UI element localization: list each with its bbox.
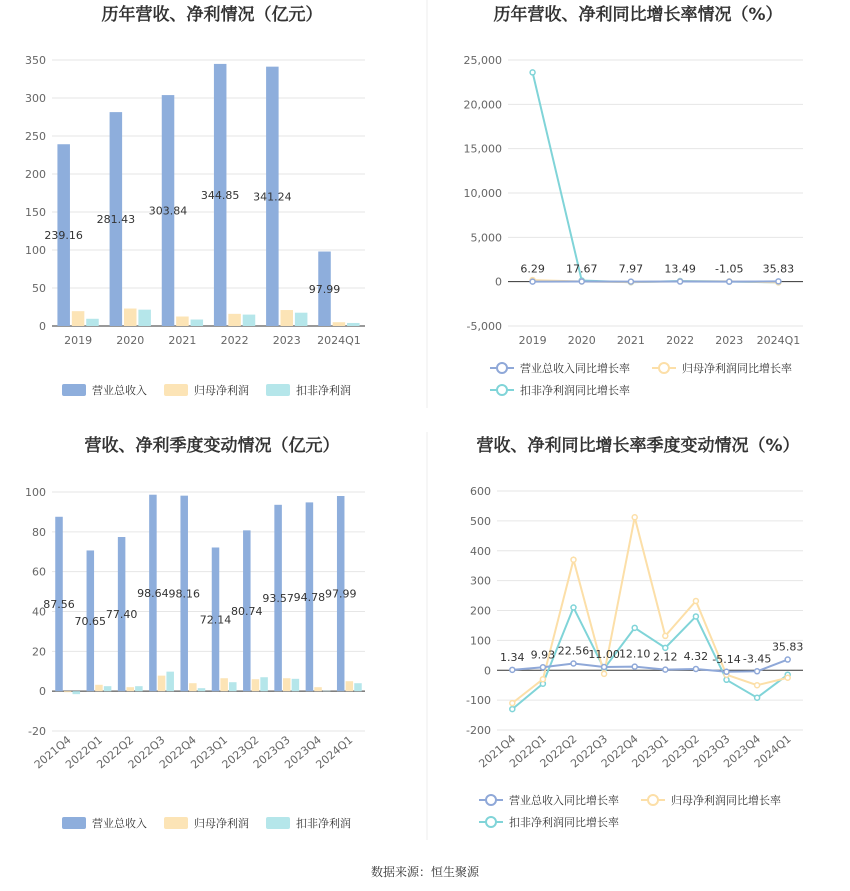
bar-deducted-profit	[191, 320, 204, 326]
y-tick-label: 200	[470, 604, 491, 618]
series-point	[727, 279, 732, 284]
series-point	[785, 657, 790, 662]
bar-parent-profit	[283, 678, 291, 691]
x-tick-label: 2023	[715, 334, 744, 347]
bar-data-label: 70.65	[74, 614, 107, 628]
bar-data-label: 98.64	[137, 586, 169, 600]
x-tick-label: 2021	[616, 334, 645, 347]
line-data-label: 9.93	[530, 648, 556, 662]
legend-label: 归母净利润同比增长率	[682, 362, 792, 375]
bar-data-label: 72.14	[199, 613, 232, 627]
line-data-label: 6.29	[520, 262, 545, 276]
bar-data-label: 341.24	[253, 190, 292, 204]
series-point	[693, 614, 698, 619]
legend-swatch	[266, 817, 290, 829]
legend-swatch	[164, 384, 188, 396]
series-point	[632, 664, 637, 669]
line-data-label: -3.45	[742, 652, 772, 666]
bar-deducted-profit	[229, 682, 237, 691]
line-data-label: 7.97	[618, 262, 644, 276]
x-tick-label: 2023Q3	[690, 732, 733, 771]
legend-label: 扣非净利润	[296, 384, 351, 397]
x-tick-label: 2024Q1	[751, 732, 794, 771]
x-tick-label: 2023Q2	[660, 732, 702, 771]
bar-parent-profit	[124, 309, 137, 326]
bar-data-label: 93.57	[262, 591, 294, 605]
annual-growth-rate-panel	[464, 4, 804, 397]
bar-deducted-profit	[73, 691, 81, 694]
series-point	[632, 625, 637, 630]
legend-label: 扣非净利润同比增长率	[520, 384, 630, 397]
x-tick-label: 2023Q3	[250, 733, 293, 772]
series-point	[510, 707, 515, 712]
series-point	[510, 701, 515, 706]
legend-label: 营业总收入同比增长率	[509, 794, 619, 807]
legend-label: 营业总收入	[92, 384, 147, 397]
y-tick-label: 5,000	[470, 231, 502, 245]
series-point	[755, 695, 760, 700]
y-tick-label: 50	[32, 282, 46, 295]
y-tick-label: 150	[25, 206, 46, 219]
y-tick-label: 0	[39, 685, 46, 699]
y-tick-label: -100	[466, 694, 491, 708]
bar-parent-profit	[189, 683, 197, 691]
annual-revenue-profit-panel	[25, 4, 365, 397]
series-point	[724, 669, 729, 674]
legend-label: 归母净利润	[194, 384, 249, 397]
x-tick-label: 2022Q3	[125, 733, 168, 772]
y-tick-label: 200	[25, 168, 46, 181]
chart-title: 历年营收、净利情况（亿元）	[101, 5, 323, 25]
series-point	[693, 598, 698, 603]
line-data-label: -5.14	[712, 652, 741, 666]
y-tick-label: -200	[466, 724, 491, 737]
series-point	[571, 605, 576, 610]
bar-data-label: 98.16	[168, 587, 200, 601]
series-point	[724, 677, 729, 682]
bar-deducted-profit	[295, 313, 308, 326]
legend-swatch-marker	[486, 795, 496, 805]
x-tick-label: 2022Q1	[507, 732, 549, 771]
y-tick-label: 0	[495, 275, 502, 289]
line-data-label: 12.10	[618, 647, 651, 661]
bar-data-label: 239.16	[44, 229, 83, 243]
bar-parent-profit	[64, 691, 72, 692]
legend-label: 营业总收入	[92, 817, 147, 830]
series-point	[678, 279, 683, 284]
series-point	[530, 279, 535, 284]
bar-data-label: 97.99	[324, 587, 357, 601]
bar-parent-profit	[314, 687, 322, 691]
bar-parent-profit	[346, 681, 354, 691]
series-point	[579, 279, 584, 284]
x-tick-label: 2022Q1	[63, 733, 105, 772]
y-tick-label: 40	[32, 605, 46, 619]
x-tick-label: 2020	[116, 334, 145, 347]
series-point	[602, 664, 607, 669]
y-tick-label: 100	[25, 486, 46, 499]
bar-data-label: 281.43	[96, 213, 136, 227]
x-tick-label: 2022Q2	[94, 733, 137, 772]
x-tick-label: 2022Q3	[568, 732, 611, 771]
x-tick-label: 2023Q2	[219, 733, 262, 772]
line-data-label: 35.83	[771, 640, 804, 654]
x-tick-label: 2023	[272, 334, 301, 347]
x-tick-label: 2019	[518, 334, 547, 347]
x-tick-label: 2024Q1	[756, 334, 801, 347]
y-tick-label: 10,000	[463, 187, 502, 200]
chart-title: 历年营收、净利同比增长率情况（%）	[493, 5, 783, 25]
bar-parent-profit	[176, 317, 189, 327]
x-tick-label: 2021Q4	[476, 732, 519, 771]
y-tick-label: 15,000	[463, 142, 502, 156]
line-data-label: 22.56	[557, 644, 590, 658]
series-point	[776, 279, 781, 284]
bar-data-label: 80.74	[231, 604, 263, 618]
line-data-label: -1.05	[715, 262, 744, 276]
y-tick-label: 500	[470, 514, 491, 528]
x-tick-label: 2022	[666, 334, 695, 347]
bar-data-label: 97.99	[308, 282, 341, 296]
legend-swatch-marker	[486, 817, 496, 827]
y-tick-label: 400	[470, 544, 491, 558]
legend-label: 归母净利润	[194, 817, 249, 830]
legend-swatch	[62, 384, 86, 396]
y-tick-label: 350	[25, 54, 46, 67]
bar-deducted-profit	[347, 323, 360, 326]
series-point	[530, 70, 535, 75]
y-tick-label: 250	[25, 130, 46, 143]
x-tick-label: 2022Q4	[598, 732, 641, 771]
y-tick-label: 0	[39, 320, 46, 333]
line-data-label: 17.67	[566, 262, 598, 276]
series-point	[663, 633, 668, 638]
bar-parent-profit	[72, 311, 85, 326]
series-point	[571, 557, 576, 562]
x-tick-label: 2023Q4	[282, 733, 324, 772]
y-tick-label: 300	[25, 92, 46, 105]
y-tick-label: 20	[32, 645, 46, 659]
x-tick-label: 2021	[168, 334, 197, 347]
chart-title: 营收、净利季度变动情况（亿元）	[84, 436, 340, 456]
series-point	[663, 645, 668, 650]
y-tick-label: 600	[470, 485, 491, 498]
line-data-label: 35.83	[762, 262, 795, 276]
line-data-label: 2.12	[653, 650, 678, 664]
legend-label: 扣非净利润	[296, 817, 351, 830]
bar-parent-profit	[333, 322, 346, 326]
x-tick-label: 2023Q1	[629, 732, 672, 771]
bar-deducted-profit	[198, 688, 206, 691]
y-tick-label: 60	[32, 565, 46, 579]
bar-data-label: 94.78	[293, 590, 326, 604]
series-point	[693, 666, 698, 671]
y-tick-label: -20	[28, 725, 46, 738]
x-tick-label: 2024Q1	[313, 733, 356, 772]
series-point	[540, 677, 545, 682]
series-point	[540, 665, 545, 670]
bar-deducted-profit	[243, 315, 256, 326]
line-data-label: 4.32	[683, 649, 709, 663]
bar-deducted-profit	[292, 679, 300, 691]
legend-swatch-marker	[659, 363, 669, 373]
y-tick-label: 0	[484, 664, 491, 678]
bar-deducted-profit	[138, 310, 151, 326]
bar-parent-profit	[126, 687, 134, 691]
x-tick-label: 2022Q2	[537, 732, 580, 771]
bar-parent-profit	[95, 685, 103, 691]
bar-deducted-profit	[166, 672, 174, 692]
x-tick-label: 2023Q1	[188, 733, 231, 772]
series-point	[510, 667, 515, 672]
bar-parent-profit	[252, 679, 260, 691]
y-tick-label: 25,000	[463, 54, 502, 67]
x-tick-label: 2019	[64, 334, 93, 347]
legend-label: 归母净利润同比增长率	[671, 794, 781, 807]
quarterly-revenue-profit-panel	[25, 435, 365, 830]
legend-swatch-marker	[497, 363, 507, 373]
line-data-label: 1.34	[500, 650, 525, 664]
x-tick-label: 2022Q4	[156, 733, 199, 772]
series-point	[602, 671, 607, 676]
bar-data-label: 87.56	[43, 597, 75, 611]
bar-parent-profit	[228, 314, 241, 326]
series-point	[571, 661, 576, 666]
series-point	[755, 683, 760, 688]
legend-swatch	[164, 817, 188, 829]
series-point	[755, 669, 760, 674]
series-point	[663, 667, 668, 672]
bar-parent-profit	[220, 678, 228, 691]
x-tick-label: 2024Q1	[317, 334, 361, 347]
legend-swatch	[266, 384, 290, 396]
bar-deducted-profit	[104, 686, 112, 691]
series-point	[785, 675, 790, 680]
y-tick-label: 300	[470, 574, 491, 588]
chart-title: 营收、净利同比增长率季度变动情况（%）	[476, 436, 800, 456]
legend-label: 营业总收入同比增长率	[520, 362, 630, 375]
legend-swatch-marker	[648, 795, 658, 805]
line-data-label: 13.49	[664, 262, 696, 276]
quarterly-growth-rate-panel	[466, 435, 803, 829]
x-tick-label: 2020	[567, 334, 596, 347]
y-tick-label: 100	[25, 244, 46, 257]
x-tick-label: 2021Q4	[31, 733, 74, 772]
series-point	[628, 279, 633, 284]
series-point	[632, 515, 637, 520]
bar-deducted-profit	[260, 677, 268, 691]
bar-data-label: 344.85	[200, 188, 240, 202]
legend-swatch	[62, 817, 86, 829]
line-data-label: 11.00	[588, 647, 620, 661]
bar-deducted-profit	[354, 683, 362, 691]
bar-deducted-profit	[135, 686, 143, 691]
y-tick-label: 100	[470, 634, 491, 648]
bar-deducted-profit	[86, 319, 99, 326]
y-tick-label: -5,000	[466, 320, 502, 333]
x-tick-label: 2023Q4	[721, 732, 764, 771]
data-source: 数据来源：恒生聚源	[370, 865, 480, 879]
y-tick-label: 20,000	[463, 98, 502, 112]
x-tick-label: 2022	[220, 334, 249, 347]
bar-parent-profit	[280, 310, 293, 326]
bar-data-label: 77.40	[105, 608, 138, 622]
legend-swatch-marker	[497, 385, 507, 395]
y-tick-label: 80	[32, 525, 46, 539]
legend-label: 扣非净利润同比增长率	[509, 816, 619, 829]
bar-parent-profit	[158, 676, 166, 692]
bar-data-label: 303.84	[148, 204, 188, 218]
